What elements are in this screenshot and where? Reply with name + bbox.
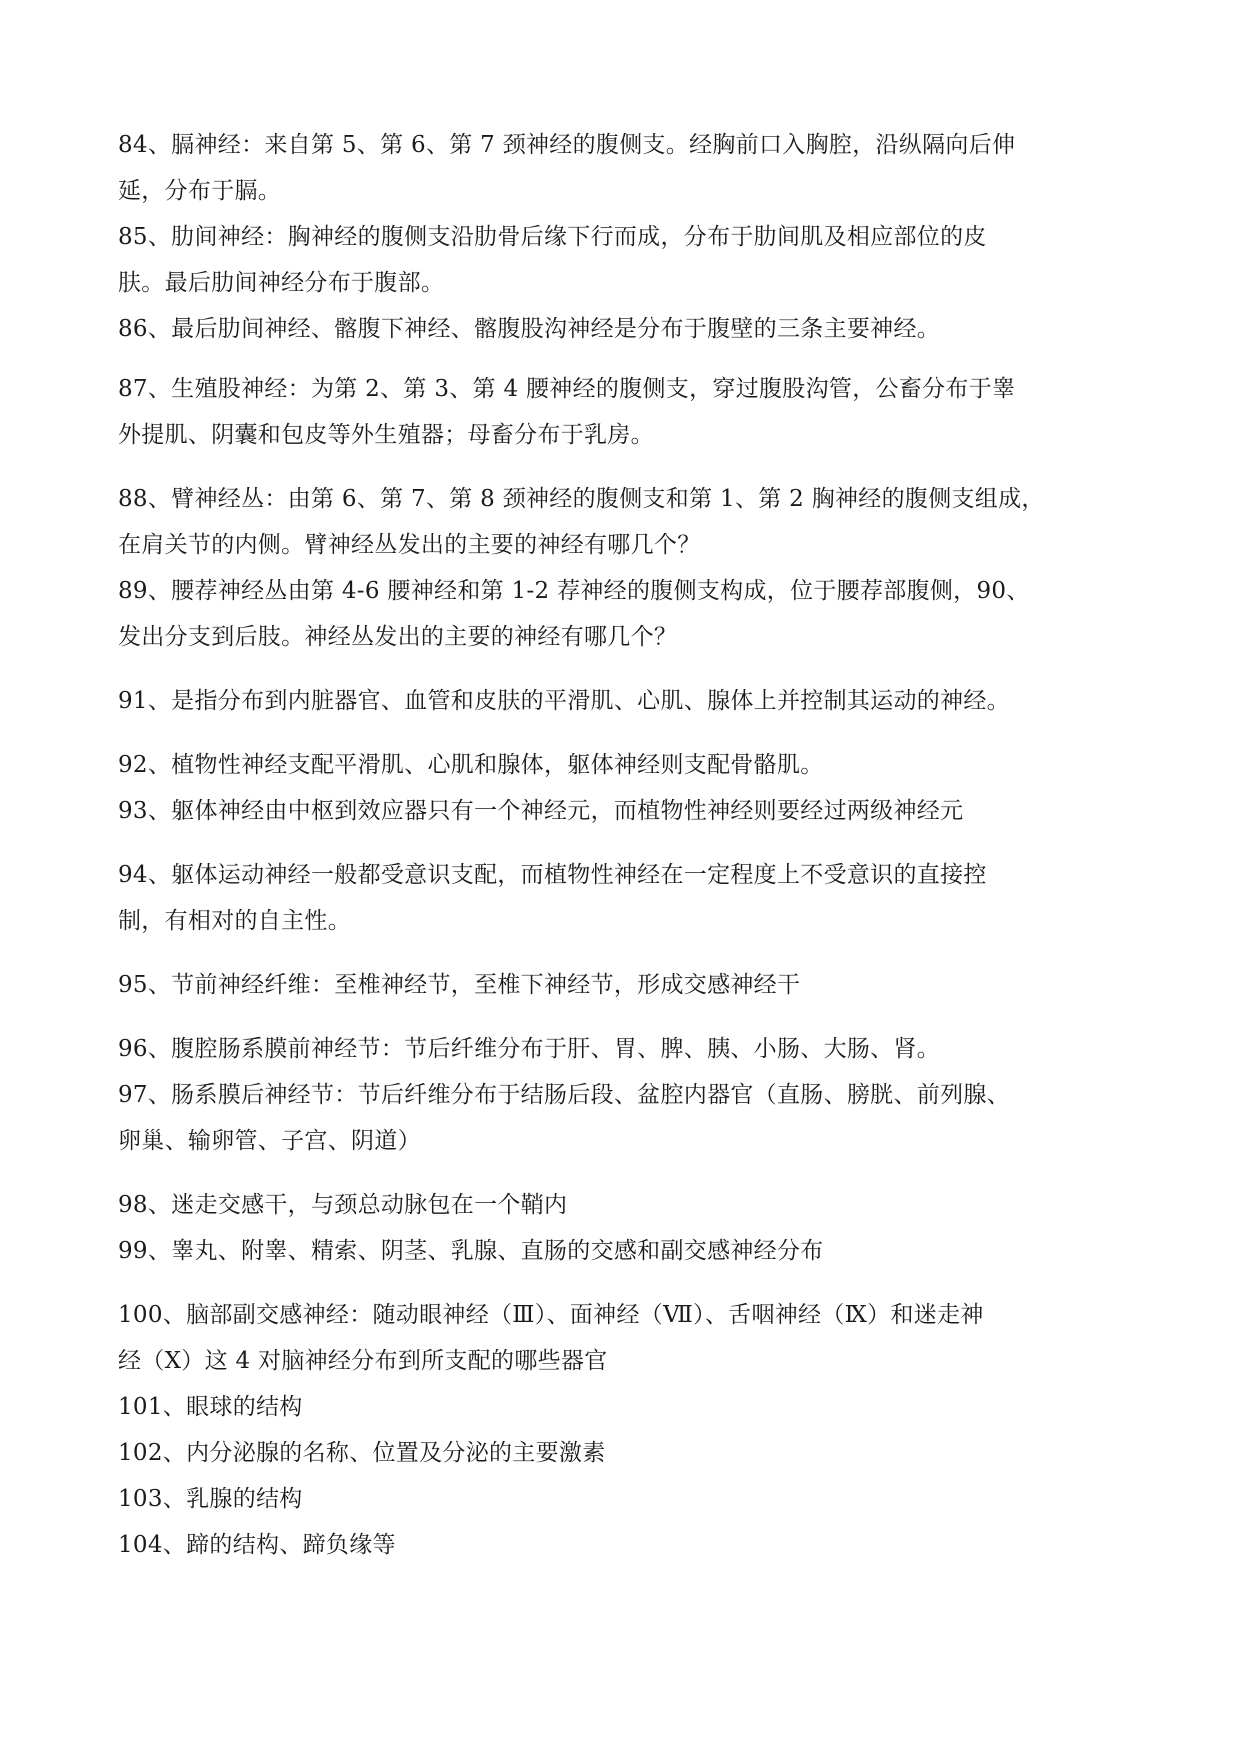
entry-99 — [118, 1228, 1058, 1274]
entry-line: 103、乳腺的结构 — [118, 1486, 303, 1512]
entry-line: 肤。最后肋间神经分布于腹部。 — [118, 270, 445, 296]
entry-line: 86、最后肋间神经、髂腹下神经、髂腹股沟神经是分布于腹壁的三条主要神经。 — [118, 316, 941, 342]
entry-line: 在肩关节的内侧。臂神经丛发出的主要的神经有哪几个？ — [118, 532, 701, 558]
entry-line: 100、脑部副交感神经：随动眼神经（Ⅲ）、面神经（Ⅶ）、舌咽神经（Ⅸ）和迷走神 — [118, 1302, 984, 1328]
entry-line: 95、节前神经纤维：至椎神经节，至椎下神经节，形成交感神经干 — [118, 972, 801, 998]
entry-line: 制，有相对的自主性。 — [118, 908, 351, 934]
entry-94 — [118, 852, 1058, 944]
entry-91 — [118, 678, 1058, 724]
entry-line: 外提肌、阴囊和包皮等外生殖器；母畜分布于乳房。 — [118, 422, 654, 448]
entry-95 — [118, 962, 1058, 1008]
entry-line: 97、肠系膜后神经节：节后纤维分布于结肠后段、盆腔内器官（直肠、膀胱、前列腺、 — [118, 1082, 1010, 1108]
entry-line: 84、膈神经：来自第 5、第 6、第 7 颈神经的腹侧支。经胸前口入胸腔，沿纵隔向后伸 — [118, 132, 1016, 158]
entry-line: 104、蹄的结构、蹄负缘等 — [118, 1532, 396, 1558]
entry-line: 96、腹腔肠系膜前神经节：节后纤维分布于肝、胃、脾、胰、小肠、大肠、肾。 — [118, 1036, 941, 1062]
document-page — [118, 122, 1058, 1568]
entry-102 — [118, 1430, 1058, 1476]
entry-97 — [118, 1072, 1058, 1164]
entry-85 — [118, 214, 1058, 306]
entry-89 — [118, 568, 1058, 660]
entry-line: 经（Ⅹ）这 4 对脑神经分布到所支配的哪些器官 — [118, 1348, 608, 1374]
entry-line: 89、腰荐神经丛由第 4-6 腰神经和第 1-2 荐神经的腹侧支构成，位于腰荐部腹侧，90、 — [118, 578, 1030, 604]
entry-100 — [118, 1292, 1058, 1384]
entry-84 — [118, 122, 1058, 214]
entry-92 — [118, 742, 1058, 788]
entry-line: 102、内分泌腺的名称、位置及分泌的主要激素 — [118, 1440, 606, 1466]
entry-93 — [118, 788, 1058, 834]
entry-line: 卵巢、输卵管、子宫、阴道） — [118, 1128, 421, 1154]
entry-87 — [118, 366, 1058, 458]
entry-88 — [118, 476, 1058, 568]
entry-96 — [118, 1026, 1058, 1072]
entry-line: 101、眼球的结构 — [118, 1394, 303, 1420]
entry-line: 93、躯体神经由中枢到效应器只有一个神经元，而植物性神经则要经过两级神经元 — [118, 798, 964, 824]
entry-line: 87、生殖股神经：为第 2、第 3、第 4 腰神经的腹侧支，穿过腹股沟管，公畜分布于睾 — [118, 376, 1016, 402]
entry-line: 91、是指分布到内脏器官、血管和皮肤的平滑肌、心肌、腺体上并控制其运动的神经。 — [118, 688, 1010, 714]
entry-line: 94、躯体运动神经一般都受意识支配，而植物性神经在一定程度上不受意识的直接控 — [118, 862, 987, 888]
entry-line: 99、睾丸、附睾、精索、阴茎、乳腺、直肠的交感和副交感神经分布 — [118, 1238, 824, 1264]
entry-line: 85、肋间神经：胸神经的腹侧支沿肋骨后缘下行而成，分布于肋间肌及相应部位的皮 — [118, 224, 987, 250]
entry-101 — [118, 1384, 1058, 1430]
entry-line: 88、臂神经丛：由第 6、第 7、第 8 颈神经的腹侧支和第 1、第 2 胸神经的腹侧支组成， — [118, 486, 1045, 512]
entry-86 — [118, 306, 1058, 352]
entry-98 — [118, 1182, 1058, 1228]
entry-line: 发出分支到后肢。神经丛发出的主要的神经有哪几个？ — [118, 624, 678, 650]
entry-line: 延，分布于膈。 — [118, 178, 282, 204]
entry-line: 92、植物性神经支配平滑肌、心肌和腺体，躯体神经则支配骨骼肌。 — [118, 752, 824, 778]
entry-line: 98、迷走交感干，与颈总动脉包在一个鞘内 — [118, 1192, 568, 1218]
entry-103 — [118, 1476, 1058, 1522]
entry-104 — [118, 1522, 1058, 1568]
